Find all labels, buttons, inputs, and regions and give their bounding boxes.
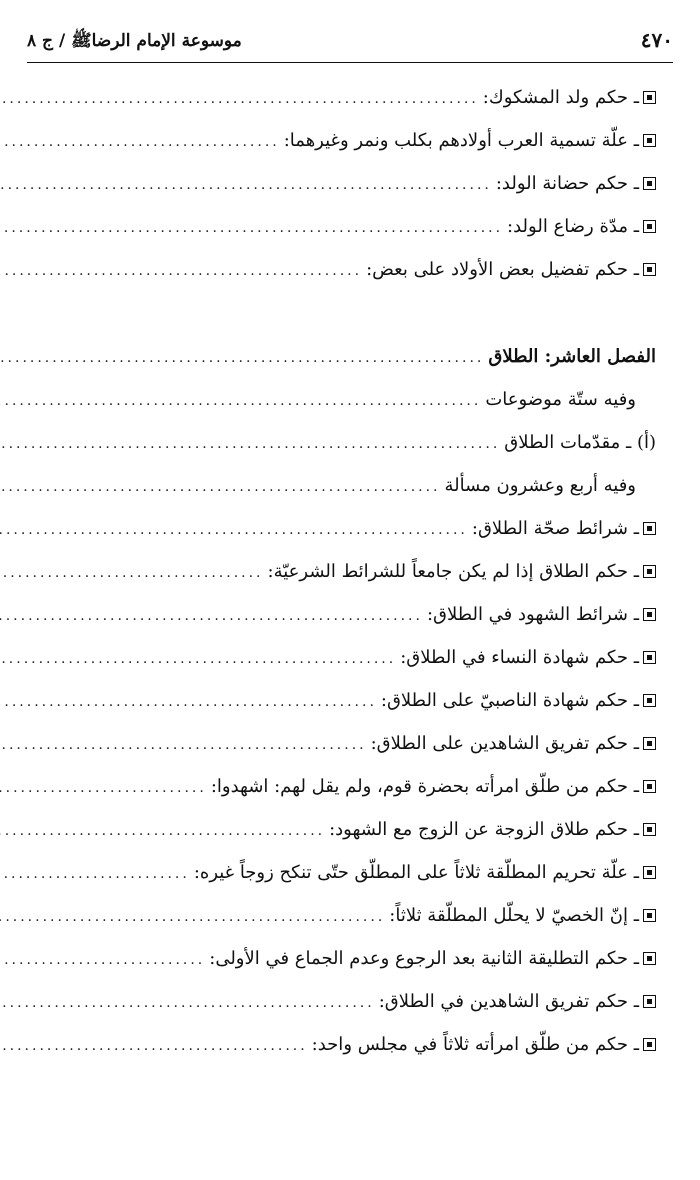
- toc-entry-label: ـ حكم الطلاق إذا لم يكن جامعاً للشرائط الشرعيّة:: [267, 561, 639, 582]
- toc-entry[interactable]: [27, 550, 656, 593]
- dot-leader: [0, 810, 325, 853]
- toc-entry-label: ـ حكم شهادة الناصبيّ على الطلاق:: [380, 690, 639, 711]
- questions-label: وفيه أربع وعشرون مسألة: [444, 475, 636, 496]
- dot-leader: [0, 121, 280, 164]
- dot-leader: [0, 207, 503, 250]
- dot-leader: [0, 595, 423, 638]
- dot-leader: [0, 638, 396, 681]
- toc-topics[interactable]: [27, 378, 656, 421]
- dot-leader: [0, 164, 492, 207]
- dot-leader: [0, 939, 205, 982]
- toc-entry[interactable]: [27, 507, 656, 550]
- toc-entry[interactable]: [27, 248, 656, 291]
- dot-leader: [0, 552, 264, 595]
- boxed-square-icon: [643, 177, 656, 190]
- toc-entry[interactable]: [27, 765, 656, 808]
- toc-entry-label: ـ مدّة رضاع الولد:: [507, 216, 639, 237]
- boxed-square-icon: [643, 220, 656, 233]
- toc-entry[interactable]: [27, 162, 656, 205]
- dot-leader: [0, 1025, 308, 1068]
- boxed-square-icon: [643, 134, 656, 147]
- toc-entry-label: ـ شرائط الشهود في الطلاق:: [426, 604, 639, 625]
- dot-leader: [0, 337, 484, 380]
- toc-entry-label: ـ شرائط صحّة الطلاق:: [471, 518, 639, 539]
- boxed-square-icon: [643, 823, 656, 836]
- toc-entry[interactable]: [27, 1023, 656, 1066]
- boxed-square-icon: [643, 608, 656, 621]
- boxed-square-icon: [643, 91, 656, 104]
- toc-entry-label: ـ علّة تسمية العرب أولادهم بكلب ونمر وغيرهما:: [283, 130, 639, 151]
- toc-entry-label: ـ حكم تفريق الشاهدين على الطلاق:: [370, 733, 639, 754]
- section-label: (أ) ـ مقدّمات الطلاق: [504, 432, 656, 453]
- toc-entry-label: ـ حكم ولد المشكوك:: [482, 87, 639, 108]
- boxed-square-icon: [643, 995, 656, 1008]
- boxed-square-icon: [643, 263, 656, 276]
- toc-entry[interactable]: [27, 851, 656, 894]
- dot-leader: [0, 724, 367, 767]
- dot-leader: [0, 380, 481, 423]
- book-title: موسوعة الإمام الرضاﷺ / ج ٨: [27, 31, 242, 51]
- toc-questions[interactable]: [27, 464, 656, 507]
- dot-leader: [0, 767, 207, 810]
- toc-entry-label: ـ حكم تفريق الشاهدين في الطلاق:: [378, 991, 639, 1012]
- dot-leader: [0, 466, 441, 509]
- running-header: [27, 22, 673, 63]
- toc-entry-label: ـ إنّ الخصيّ لا يحلّل المطلّقة ثلاثاً:: [389, 905, 639, 926]
- toc-entry[interactable]: [27, 119, 656, 162]
- toc-entry[interactable]: [27, 679, 656, 722]
- dot-leader: [0, 982, 375, 1025]
- section-gap: [27, 291, 656, 335]
- toc-entry-label: ـ حكم تفضيل بعض الأولاد على بعض:: [366, 259, 639, 280]
- boxed-square-icon: [643, 909, 656, 922]
- table-of-contents: [27, 76, 656, 1066]
- dot-leader: [0, 250, 362, 293]
- chapter-label: الفصل العاشر: الطلاق: [488, 346, 656, 367]
- boxed-square-icon: [643, 1038, 656, 1051]
- toc-entry-label: ـ حكم شهادة النساء في الطلاق:: [400, 647, 639, 668]
- toc-entry[interactable]: [27, 593, 656, 636]
- dot-leader: [0, 509, 468, 552]
- toc-entry-label: ـ علّة تحريم المطلّقة ثلاثاً على المطلّق حتّى تنكح زوجاً غيره:: [193, 862, 639, 883]
- toc-entry-label: ـ حكم من طلّق امرأته بحضرة قوم، ولم يقل لهم: اشهدوا:: [210, 776, 639, 797]
- toc-entry-label: ـ حكم التطليقة الثانية بعد الرجوع وعدم الجماع في الأولى:: [209, 948, 639, 969]
- topics-label: وفيه ستّة موضوعات: [485, 389, 636, 410]
- toc-entry[interactable]: [27, 76, 656, 119]
- toc-section[interactable]: [27, 421, 656, 464]
- boxed-square-icon: [643, 952, 656, 965]
- boxed-square-icon: [643, 565, 656, 578]
- boxed-square-icon: [643, 737, 656, 750]
- toc-entry[interactable]: [27, 894, 656, 937]
- page-number: ٤٧٠: [640, 28, 673, 52]
- toc-entry[interactable]: [27, 937, 656, 980]
- toc-entry[interactable]: [27, 980, 656, 1023]
- boxed-square-icon: [643, 522, 656, 535]
- boxed-square-icon: [643, 866, 656, 879]
- toc-entry[interactable]: [27, 808, 656, 851]
- toc-chapter[interactable]: [27, 335, 656, 378]
- toc-entry[interactable]: [27, 636, 656, 679]
- toc-entry-label: ـ حكم طلاق الزوجة عن الزوج مع الشهود:: [329, 819, 639, 840]
- toc-entry-label: ـ حكم حضانة الولد:: [495, 173, 639, 194]
- toc-entry[interactable]: [27, 722, 656, 765]
- boxed-square-icon: [643, 651, 656, 664]
- toc-entry[interactable]: [27, 205, 656, 248]
- dot-leader: [0, 423, 500, 466]
- dot-leader: [0, 78, 479, 121]
- boxed-square-icon: [643, 780, 656, 793]
- dot-leader: [0, 853, 190, 896]
- dot-leader: [0, 896, 385, 939]
- toc-entry-label: ـ حكم من طلّق امرأته ثلاثاً في مجلس واحد:: [311, 1034, 639, 1055]
- boxed-square-icon: [643, 694, 656, 707]
- dot-leader: [0, 681, 377, 724]
